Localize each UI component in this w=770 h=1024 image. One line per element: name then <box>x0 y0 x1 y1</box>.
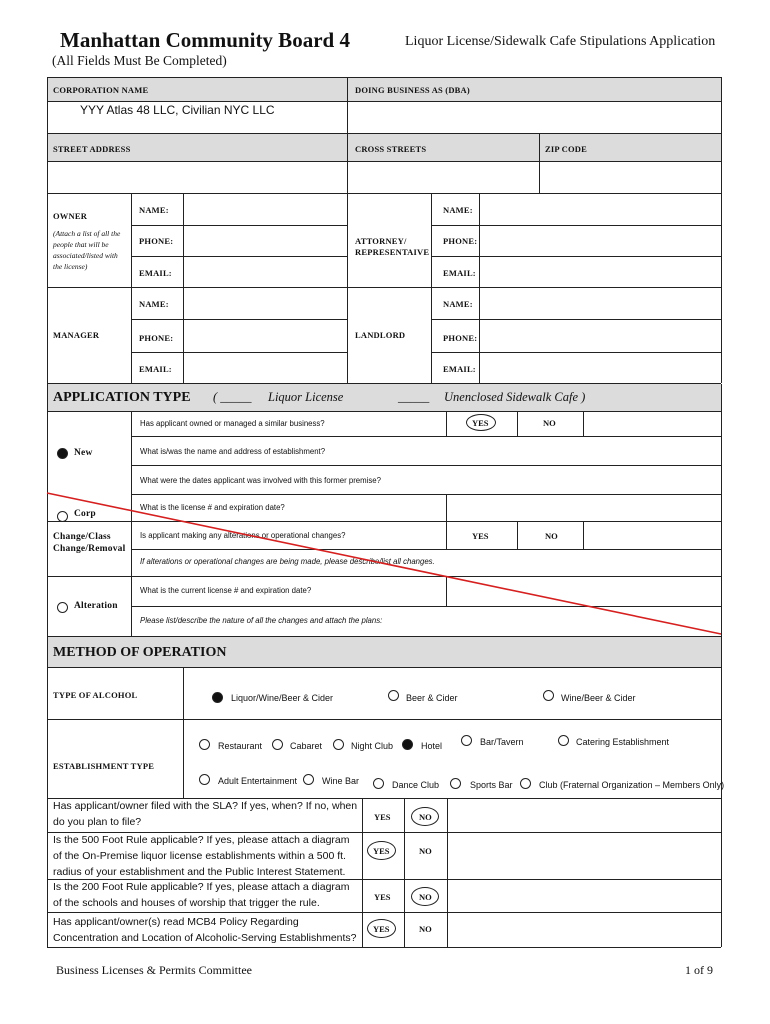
landlord-email-label: EMAIL: <box>443 364 476 374</box>
liquor-license-option[interactable]: Liquor License <box>268 390 344 404</box>
est-adult: Adult Entertainment <box>218 776 298 786</box>
board-title: Manhattan Community Board 4 <box>60 28 350 52</box>
owner-phone-label: PHONE: <box>139 236 174 246</box>
est-catering: Catering Establishment <box>576 737 670 747</box>
app-q5-yes[interactable]: YES <box>472 531 489 541</box>
bottom-q3-no[interactable]: NO <box>419 892 432 902</box>
app-q1: Has applicant owned or managed a similar business? <box>140 419 325 428</box>
attorney-label: ATTORNEY/ <box>355 236 407 246</box>
form-subtitle: (All Fields Must Be Completed) <box>52 53 227 68</box>
app-q2: What is/was the name and address of establishment? <box>140 447 326 456</box>
method-title: METHOD OF OPERATION <box>53 645 227 660</box>
alcohol-option-2: Beer & Cider <box>406 693 458 703</box>
est-cabaret: Cabaret <box>290 741 323 751</box>
app-q5: Is applicant making any alterations or operational changes? <box>140 531 346 540</box>
change-removal-label: Change/Removal <box>53 544 126 554</box>
representative-label: REPRESENTAIVE <box>355 247 430 257</box>
corporation-name-field[interactable]: YYY Atlas 48 LLC, Civilian NYC LLC <box>80 103 275 117</box>
landlord-phone-label: PHONE: <box>443 333 478 343</box>
bottom-q1-no[interactable]: NO <box>419 812 432 822</box>
app-q5-no[interactable]: NO <box>545 531 558 541</box>
footer-committee: Business Licenses & Permits Committee <box>56 963 252 977</box>
bottom-q4-yes[interactable]: YES <box>373 924 390 934</box>
est-hotel: Hotel <box>421 741 443 751</box>
est-bartavern-radio[interactable] <box>461 735 472 746</box>
manager-phone-label: PHONE: <box>139 333 174 343</box>
app-type-open: ( _____ <box>213 390 252 404</box>
est-winebar: Wine Bar <box>322 776 360 786</box>
corp-label: Corp <box>74 509 96 519</box>
page-number: 1 of 9 <box>685 963 713 977</box>
zip-code-label: ZIP CODE <box>545 144 587 154</box>
street-address-label: STREET ADDRESS <box>53 144 131 154</box>
est-club-radio[interactable] <box>520 778 531 789</box>
alcohol-option-3: Wine/Beer & Cider <box>561 693 636 703</box>
owner-name-label: NAME: <box>139 205 169 215</box>
landlord-name-label: NAME: <box>443 299 473 309</box>
est-bartavern: Bar/Tavern <box>480 737 524 747</box>
manager-name-label: NAME: <box>139 299 169 309</box>
bottom-q2: Is the 500 Foot Rule applicable? If yes, please attach a diagram of the On-Premise liquor license establishments within a 500 ft. radius of your establishment and the Public Interest Statement. <box>53 834 350 878</box>
est-restaurant: Restaurant <box>218 741 263 751</box>
attorney-phone-label: PHONE: <box>443 236 478 246</box>
app-q1-yes[interactable]: YES <box>472 418 489 428</box>
new-label: New <box>74 448 93 458</box>
manager-label: MANAGER <box>53 330 100 340</box>
est-sportsbar: Sports Bar <box>470 780 513 790</box>
est-winebar-radio[interactable] <box>303 774 314 785</box>
landlord-label: LANDLORD <box>355 330 406 340</box>
manager-email-label: EMAIL: <box>139 364 172 374</box>
est-club: Club (Fraternal Organization – Members Only) <box>539 780 725 790</box>
owner-email-label: EMAIL: <box>139 268 172 278</box>
bottom-q4: Has applicant/owner(s) read MCB4 Policy Regarding Concentration and Location of Alcoholic-Serving Establishments? <box>53 916 357 944</box>
app-q8: Please list/describe the nature of all the changes and attach the plans: <box>140 616 383 625</box>
est-cabaret-radio[interactable] <box>272 739 283 750</box>
bottom-q2-yes[interactable]: YES <box>373 846 390 856</box>
est-catering-radio[interactable] <box>558 735 569 746</box>
sidewalk-cafe-option: Unenclosed Sidewalk Cafe ) <box>444 390 586 404</box>
app-q4: What is the license # and expiration date? <box>140 503 285 512</box>
bottom-q1: Has applicant/owner filed with the SLA? If yes, when? If no, when do you plan to file? <box>53 800 358 828</box>
bottom-q3: Is the 200 Foot Rule applicable? If yes, please attach a diagram of the schools and houses of worship that trigger the rule. <box>53 881 350 909</box>
est-adult-radio[interactable] <box>199 774 210 785</box>
attorney-name-label: NAME: <box>443 205 473 215</box>
attorney-email-label: EMAIL: <box>443 268 476 278</box>
form-name: Liquor License/Sidewalk Cafe Stipulations Application <box>405 34 716 49</box>
est-nightclub-radio[interactable] <box>333 739 344 750</box>
alcohol-wine-radio[interactable] <box>543 690 554 701</box>
est-restaurant-radio[interactable] <box>199 739 210 750</box>
type-of-alcohol-label: TYPE OF ALCOHOL <box>53 690 138 700</box>
bottom-q4-no[interactable]: NO <box>419 924 432 934</box>
app-q3: What were the dates applicant was involved with this former premise? <box>140 476 381 485</box>
cross-streets-label: CROSS STREETS <box>355 144 427 154</box>
owner-label: OWNER <box>53 211 88 221</box>
owner-note: (Attach a list of all the people that will be associated/listed with the license) <box>53 229 121 271</box>
app-q1-no[interactable]: NO <box>543 418 556 428</box>
change-class-label: Change/Class <box>53 532 111 542</box>
est-nightclub: Night Club <box>351 741 394 751</box>
alcohol-beer-radio[interactable] <box>388 690 399 701</box>
alcohol-option-1: Liquor/Wine/Beer & Cider <box>231 693 334 703</box>
bottom-q3-yes[interactable]: YES <box>374 892 391 902</box>
dba-label: DOING BUSINESS AS (DBA) <box>355 85 470 95</box>
sidewalk-cafe-blank[interactable]: _____ <box>398 390 430 404</box>
bottom-q1-yes[interactable]: YES <box>374 812 391 822</box>
establishment-type-label: ESTABLISHMENT TYPE <box>53 761 155 771</box>
app-q7: What is the current license # and expiration date? <box>140 586 312 595</box>
application-type-title: APPLICATION TYPE <box>53 390 191 405</box>
est-danceclub: Dance Club <box>392 780 440 790</box>
alcohol-liquor-radio[interactable] <box>212 692 223 703</box>
est-hotel-radio[interactable] <box>402 739 413 750</box>
alteration-label: Alteration <box>74 601 118 611</box>
est-danceclub-radio[interactable] <box>373 778 384 789</box>
est-sportsbar-radio[interactable] <box>450 778 461 789</box>
app-q6: If alterations or operational changes are being made, please describe/list all changes. <box>140 557 435 566</box>
bottom-q2-no[interactable]: NO <box>419 846 432 856</box>
corporation-name-label: CORPORATION NAME <box>53 85 149 95</box>
